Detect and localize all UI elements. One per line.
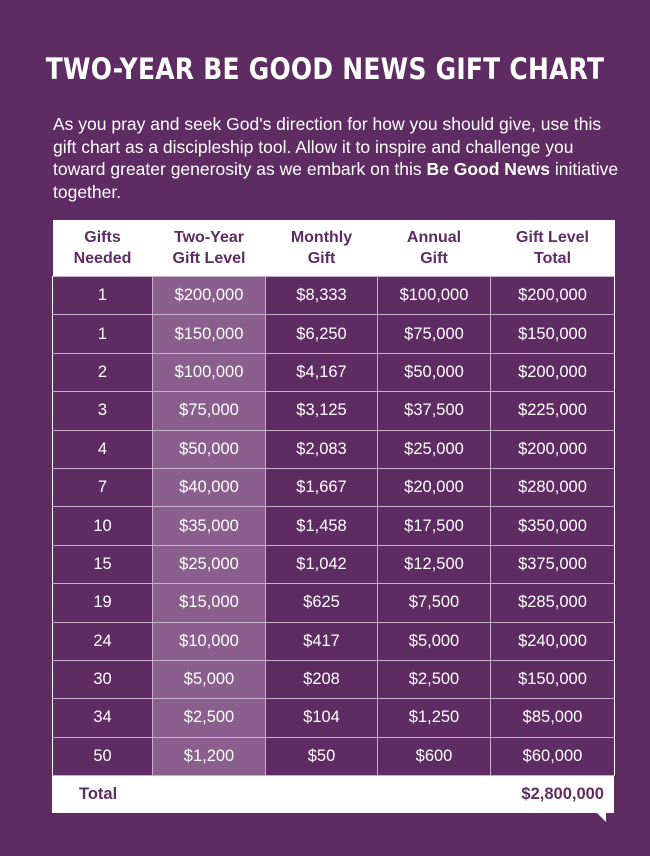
table-row — [53, 353, 615, 391]
monthly-gift-cell: $1,458 — [266, 507, 378, 545]
monthly-gift-cell: $3,125 — [266, 392, 378, 430]
gift-level-total-cell: $280,000 — [491, 468, 615, 506]
intro-paragraph — [53, 113, 623, 203]
gifts-needed-cell: 50 — [53, 737, 153, 775]
two-year-gift-cell: $150,000 — [153, 315, 266, 353]
table-row — [53, 545, 615, 583]
gifts-needed-cell: 2 — [53, 353, 153, 391]
intro-text-end: initiative together. — [53, 159, 619, 202]
gift-level-total-cell: $225,000 — [491, 392, 615, 430]
gifts-needed-cell: 30 — [53, 660, 153, 698]
gift-level-total-cell: $285,000 — [491, 584, 615, 622]
gift-level-total-cell: $240,000 — [491, 622, 615, 660]
two-year-gift-cell: $75,000 — [153, 392, 266, 430]
table-row — [53, 392, 615, 430]
header-monthly-gift: Monthly Gift — [266, 220, 378, 277]
gifts-needed-cell: 1 — [53, 315, 153, 353]
two-year-gift-cell: $50,000 — [153, 430, 266, 468]
annual-gift-cell: $100,000 — [378, 277, 491, 315]
total-row — [52, 776, 614, 813]
gifts-needed-cell: 19 — [53, 584, 153, 622]
header-gifts-needed: Gifts Needed — [53, 220, 153, 277]
gifts-needed-cell: 4 — [53, 430, 153, 468]
two-year-gift-cell: $40,000 — [153, 468, 266, 506]
monthly-gift-cell: $208 — [266, 660, 378, 698]
two-year-gift-cell: $2,500 — [153, 699, 266, 737]
monthly-gift-cell: $417 — [266, 622, 378, 660]
annual-gift-cell: $37,500 — [378, 392, 491, 430]
gifts-needed-cell: 10 — [53, 507, 153, 545]
table-row — [53, 315, 615, 353]
header-gift-level-total: Gift Level Total — [491, 220, 615, 277]
annual-gift-cell: $2,500 — [378, 660, 491, 698]
gifts-needed-cell: 24 — [53, 622, 153, 660]
gifts-needed-cell: 1 — [53, 277, 153, 315]
two-year-gift-cell: $25,000 — [153, 545, 266, 583]
table-row — [53, 660, 615, 698]
two-year-gift-cell: $5,000 — [153, 660, 266, 698]
monthly-gift-cell: $104 — [266, 699, 378, 737]
table-body — [53, 277, 615, 776]
annual-gift-cell: $12,500 — [378, 545, 491, 583]
annual-gift-cell: $17,500 — [378, 507, 491, 545]
total-value: $2,800,000 — [521, 785, 604, 804]
monthly-gift-cell: $6,250 — [266, 315, 378, 353]
table-row — [53, 622, 615, 660]
header-two-year-gift-level: Two-Year Gift Level — [153, 220, 266, 277]
gifts-needed-cell: 7 — [53, 468, 153, 506]
intro-initiative-name: Be Good News — [426, 159, 551, 179]
table-row — [53, 430, 615, 468]
gift-chart-table — [52, 220, 615, 776]
table-row — [53, 584, 615, 622]
gifts-needed-cell: 34 — [53, 699, 153, 737]
monthly-gift-cell: $8,333 — [266, 277, 378, 315]
table-row — [53, 699, 615, 737]
annual-gift-cell: $600 — [378, 737, 491, 775]
monthly-gift-cell: $2,083 — [266, 430, 378, 468]
page-title: TWO-YEAR BE GOOD NEWS GIFT CHART — [45, 52, 605, 86]
gifts-needed-cell: 3 — [53, 392, 153, 430]
monthly-gift-cell: $1,667 — [266, 468, 378, 506]
two-year-gift-cell: $200,000 — [153, 277, 266, 315]
intro-text: As you pray and seek God's direction for how you should give, use this gift chart as a discipleship tool. Allow it to inspire and challenge you toward greater generosity as we embark on this — [53, 114, 602, 179]
gift-level-total-cell: $375,000 — [491, 545, 615, 583]
annual-gift-cell: $1,250 — [378, 699, 491, 737]
gift-level-total-cell: $150,000 — [491, 315, 615, 353]
total-label: Total — [79, 785, 118, 804]
annual-gift-cell: $50,000 — [378, 353, 491, 391]
annual-gift-cell: $5,000 — [378, 622, 491, 660]
annual-gift-cell: $75,000 — [378, 315, 491, 353]
monthly-gift-cell: $50 — [266, 737, 378, 775]
two-year-gift-cell: $35,000 — [153, 507, 266, 545]
monthly-gift-cell: $1,042 — [266, 545, 378, 583]
annual-gift-cell: $20,000 — [378, 468, 491, 506]
two-year-gift-cell: $100,000 — [153, 353, 266, 391]
annual-gift-cell: $7,500 — [378, 584, 491, 622]
two-year-gift-cell: $15,000 — [153, 584, 266, 622]
monthly-gift-cell: $4,167 — [266, 353, 378, 391]
gift-level-total-cell: $200,000 — [491, 430, 615, 468]
gifts-needed-cell: 15 — [53, 545, 153, 583]
table-row — [53, 507, 615, 545]
gift-level-total-cell: $150,000 — [491, 660, 615, 698]
gift-chart — [52, 220, 614, 813]
table-header-row — [53, 220, 615, 277]
two-year-gift-cell: $1,200 — [153, 737, 266, 775]
annual-gift-cell: $25,000 — [378, 430, 491, 468]
two-year-gift-cell: $10,000 — [153, 622, 266, 660]
gift-level-total-cell: $200,000 — [491, 353, 615, 391]
gift-level-total-cell: $60,000 — [491, 737, 615, 775]
table-row — [53, 468, 615, 506]
gift-level-total-cell: $85,000 — [491, 699, 615, 737]
speech-tail-decoration — [597, 813, 606, 822]
table-row — [53, 737, 615, 775]
table-row — [53, 277, 615, 315]
gift-level-total-cell: $200,000 — [491, 277, 615, 315]
monthly-gift-cell: $625 — [266, 584, 378, 622]
gift-level-total-cell: $350,000 — [491, 507, 615, 545]
header-annual-gift: Annual Gift — [378, 220, 491, 277]
